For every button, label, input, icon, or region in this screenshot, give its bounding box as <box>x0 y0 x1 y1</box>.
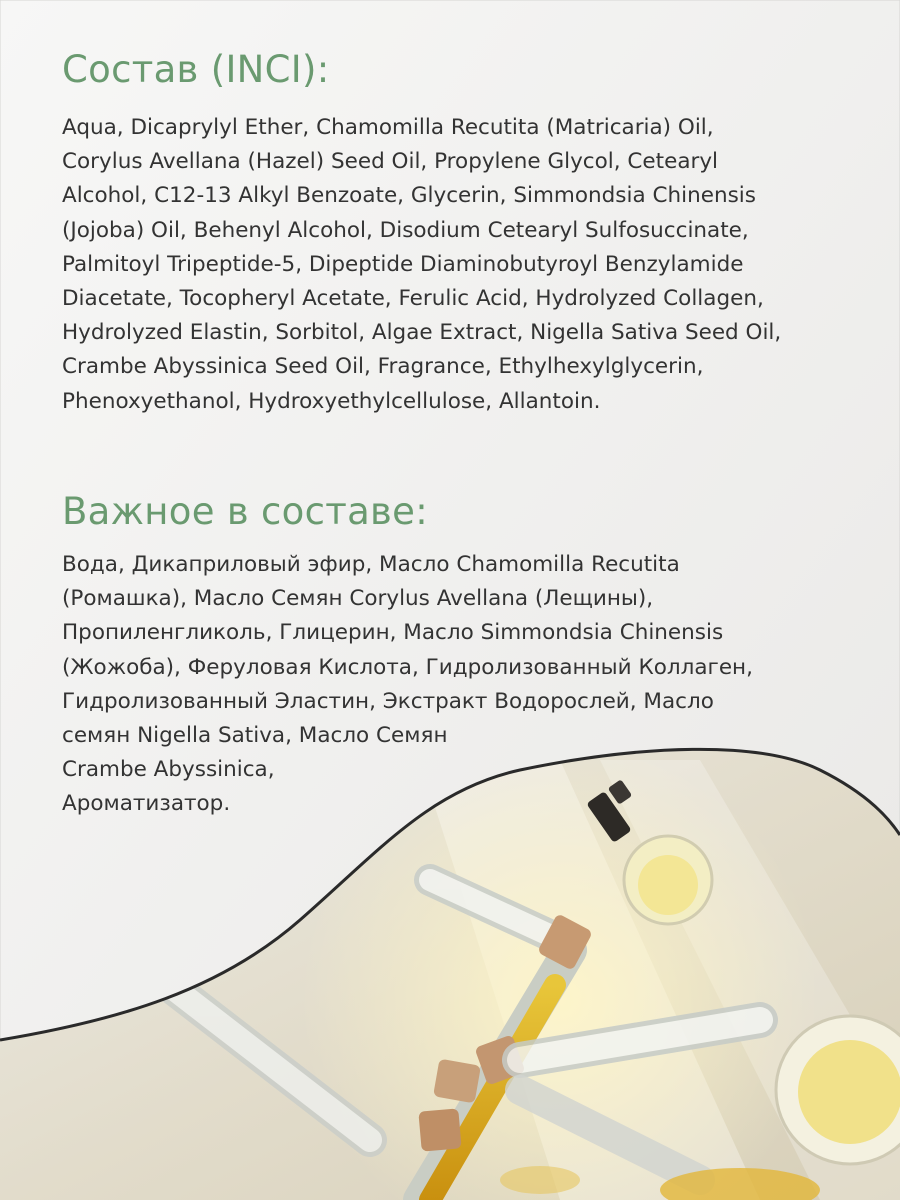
text-line: (Жожоба), Феруловая Кислота, Гидролизованный Коллаген, <box>62 654 753 680</box>
text-line: семян Nigella Sativa, Масло Семян <box>62 723 448 749</box>
text-line: Crambe Abyssinica, <box>62 757 275 783</box>
text-line: (Jojoba) Oil, Behenyl Alcohol, Disodium Cetearyl Sulfosuccinate, <box>62 217 749 243</box>
text-line: Пропиленгликоль, Глицерин, Масло Simmondsia Chinensis <box>62 620 724 646</box>
text-line: Hydrolyzed Elastin, Sorbitol, Algae Extract, Nigella Sativa Seed Oil, <box>62 320 782 346</box>
text-line: Diacetate, Tocopheryl Acetate, Ferulic Acid, Hydrolyzed Collagen, <box>62 286 764 312</box>
text-line: Alcohol, C12-13 Alkyl Benzoate, Glycerin, Simmondsia Chinensis <box>62 183 756 209</box>
text-line: Гидролизованный Эластин, Экстракт Водорослей, Масло <box>62 688 714 714</box>
inci-ingredients-text <box>62 111 862 419</box>
text-line: Вода, Дикаприловый эфир, Масло Chamomilla Recutita <box>62 552 680 577</box>
key-ingredients-heading: Важное в составе: <box>62 490 428 533</box>
text-line: Aqua, Dicaprylyl Ether, Chamomilla Recutita (Matricaria) Oil, <box>62 115 714 140</box>
text-line: (Ромашка), Масло Семян Corylus Avellana (Лещины), <box>62 586 654 612</box>
text-line: Ароматизатор. <box>62 791 231 817</box>
key-ingredients-text <box>62 548 862 822</box>
text-line: Corylus Avellana (Hazel) Seed Oil, Propylene Glycol, Cetearyl <box>62 149 719 175</box>
text-line: Phenoxyethanol, Hydroxyethylcellulose, Allantoin. <box>62 388 601 414</box>
text-line: Crambe Abyssinica Seed Oil, Fragrance, Ethylhexylglycerin, <box>62 354 704 380</box>
text-line: Palmitoyl Tripeptide-5, Dipeptide Diaminobutyroyl Benzylamide <box>62 251 744 277</box>
inci-heading: Состав (INCI): <box>62 48 330 91</box>
